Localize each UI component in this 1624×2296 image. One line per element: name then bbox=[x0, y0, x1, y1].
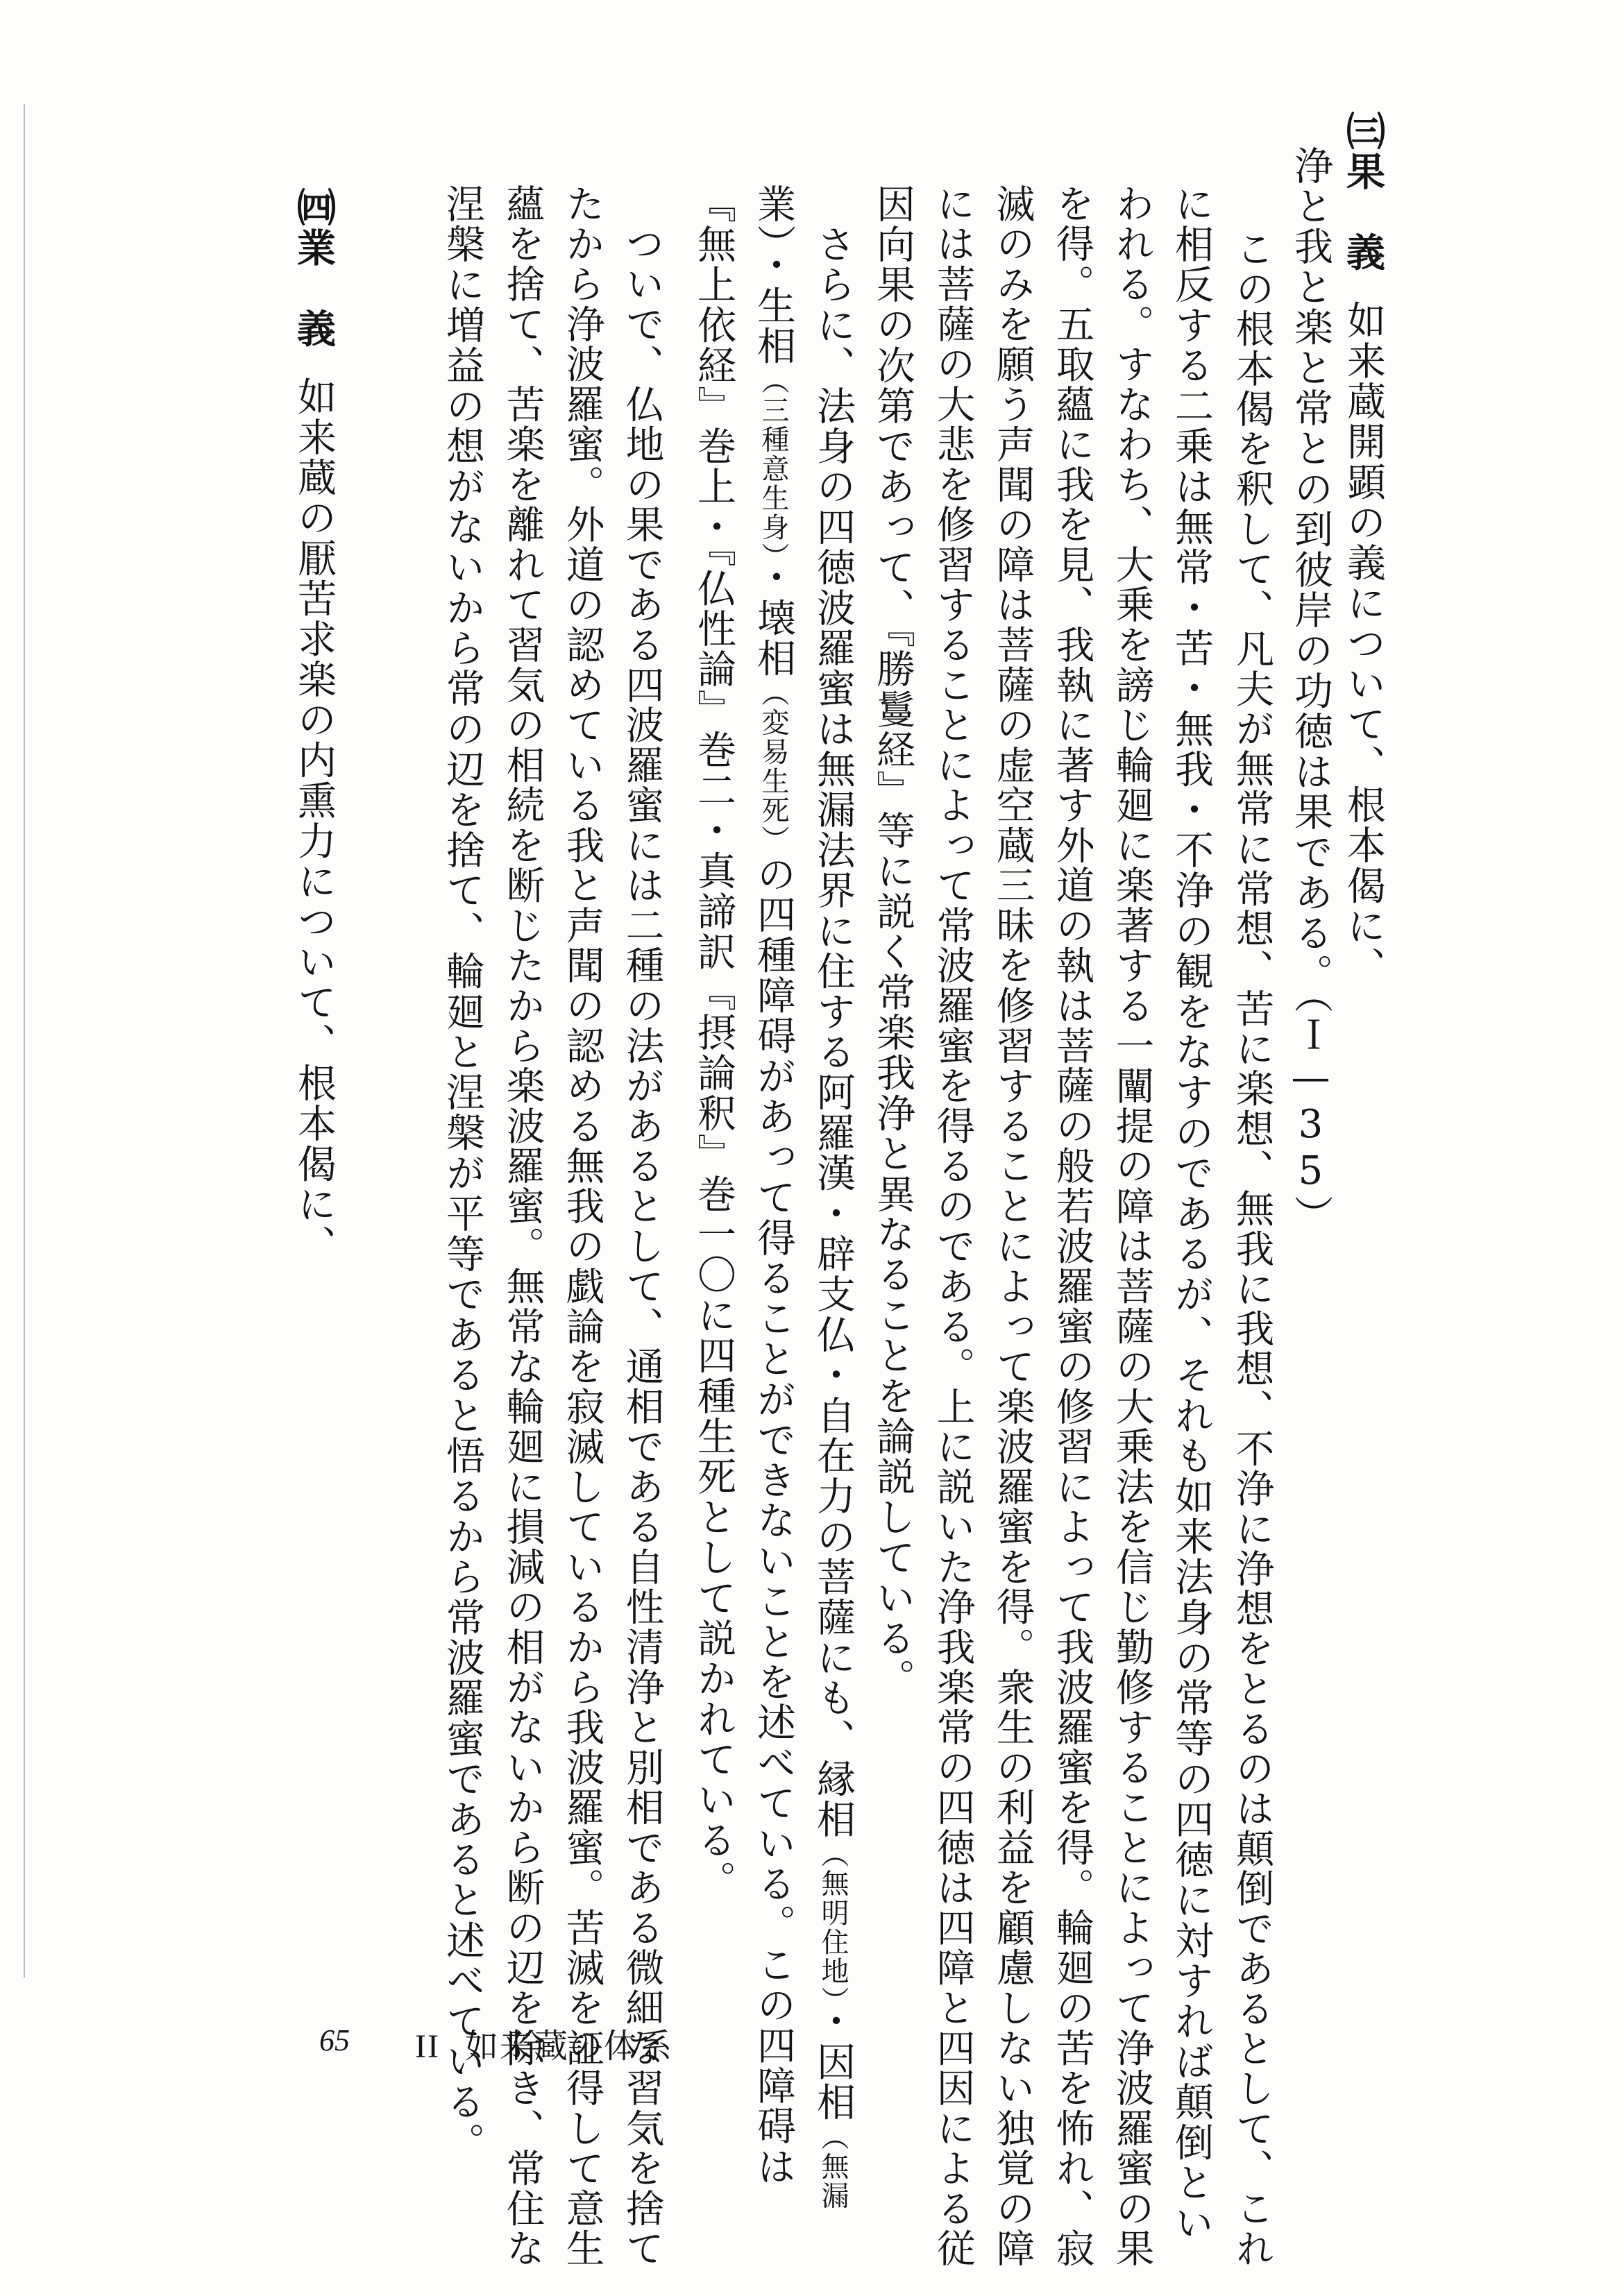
para-2-line-1-text: さらに、法身の四徳波羅蜜は無漏法界に住する阿羅漢・辟支仏・自在力の菩薩にも、縁相 bbox=[811, 184, 856, 1840]
para-1-line-6: には菩薩の大悲を修習することによって常波羅蜜を得るのである。上に説いた浄我楽常の四徳は四障と四因による従 bbox=[929, 184, 975, 2269]
note-mumyo-juchi: （無明住地） bbox=[817, 1839, 849, 2002]
page-edge-shadow bbox=[24, 104, 25, 1978]
para-2-inso: ・因相 bbox=[811, 2001, 856, 2123]
para-2-line-3: 『無上依経』巻上・『仏性論』巻二・真諦訳『摂論釈』巻一〇に四種生死として説かれている。 bbox=[691, 184, 736, 1901]
para-3-line-3: 蘊を捨て、苦楽を離れて習気の相続を断じたから楽波羅蜜。無常な輪廻に損減の相がないから断の辺を除き、常住な bbox=[499, 184, 545, 2269]
section-4-intro: 如来蔵の厭苦求楽の内熏力について、根本偈に、 bbox=[291, 376, 337, 1266]
para-1-line-2: に相反する二乗は無常・苦・無我・不浄の観をなすのであるが、それも如来法身の常等の四徳に対すれば顛倒とい bbox=[1169, 184, 1214, 2244]
para-2-line-1 bbox=[811, 184, 856, 2211]
section-3-verse: 浄と我と楽と常との到彼岸の功徳は果である。（Ｉ—35） bbox=[1288, 146, 1333, 1236]
part-numeral: II bbox=[415, 2028, 440, 2065]
para-1-line-5: 滅のみを願う声聞の障は菩薩の虚空蔵三昧を修習することによって楽波羅蜜を得。衆生の利益を顧慮しない独覚の障 bbox=[989, 184, 1035, 2269]
note-sanshu-ishoshin: （三種意生身） bbox=[757, 366, 789, 558]
para-2-line-2-c: の四種障碍があって得ることができないことを述べている。この四障碍は bbox=[751, 854, 796, 2187]
para-1-line-3: われる。すなわち、大乗を謗じ輪廻に楽著する一闡提の障は菩薩の大乗法を信じ勤修することによって浄波羅蜜の果 bbox=[1108, 184, 1154, 2269]
section-3-heading-column bbox=[1340, 111, 1386, 987]
para-1-line-4: を得。五取蘊に我を見、我執に著す外道の執は菩薩の般若波羅蜜の修習によって我波羅蜜を得。輪廻の苦を怖れ、寂 bbox=[1049, 184, 1094, 2269]
para-2-line-2-b: ・壊相 bbox=[751, 557, 796, 679]
para-3-line-2: たから浄波羅蜜。外道の認めている我と声聞の認める無我の戯論を寂滅しているから我波羅蜜。苦滅を証得して意生 bbox=[559, 184, 604, 2269]
para-2-line-2 bbox=[751, 184, 796, 2187]
note-henyaku-shoji: （変易生死） bbox=[757, 679, 789, 855]
page-number: 65 bbox=[319, 2023, 350, 2057]
running-footer bbox=[415, 2019, 673, 2067]
para-1-line-1: この根本偈を釈して、凡夫が無常に常想、苦に楽想、無我に我想、不浄に浄想をとるのは顛倒であるとして、これ bbox=[1228, 229, 1274, 2269]
chapter-title: 如来蔵の体系 bbox=[464, 2027, 673, 2066]
para-2-line-2-a: 業）・生相 bbox=[751, 184, 796, 366]
para-3-line-4: 涅槃に増益の想がないから常の辺を捨て、輪廻と涅槃が平等であると悟るから常波羅蜜であると述べている。 bbox=[440, 184, 485, 2163]
section-3-heading: ㈢果 義 bbox=[1340, 111, 1386, 273]
para-1-line-7: 因向果の次第であって、『勝鬘経』等に説く常楽我浄と異なることを論説している。 bbox=[870, 184, 915, 1699]
section-4-column bbox=[291, 187, 337, 1266]
section-3-intro: 如来蔵開顕の義について、根本偈に、 bbox=[1341, 300, 1386, 987]
note-muro: （無漏 bbox=[817, 2123, 849, 2211]
para-3-line-1: ついで、仏地の果である四波羅蜜には二種の法があるとして、通相である自性清浄と別相である微細な習気を捨て bbox=[618, 184, 664, 2269]
section-4-heading: ㈣業 義 bbox=[291, 187, 337, 349]
